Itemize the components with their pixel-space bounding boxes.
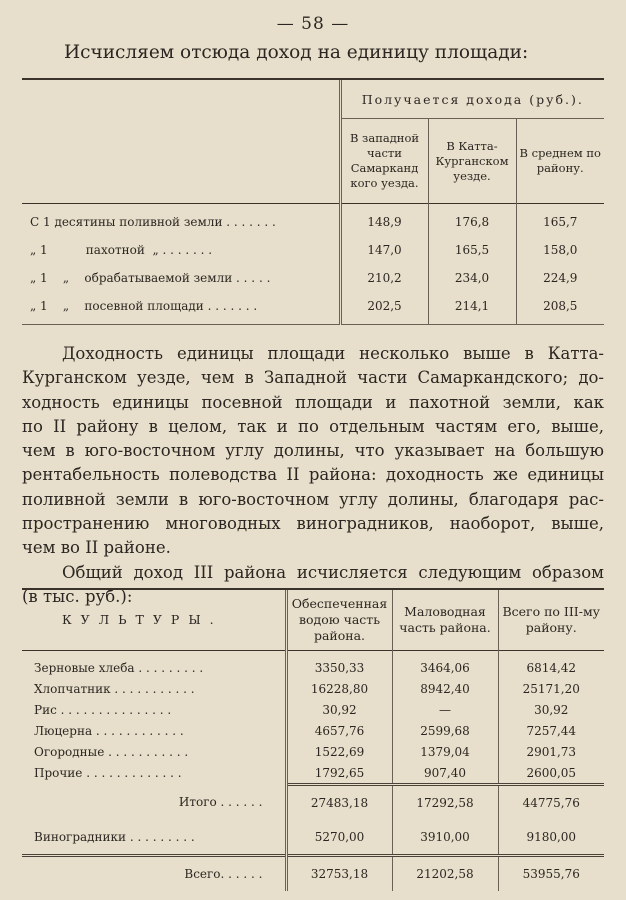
- t1-col-katta: В Катта-Курганском уезде.: [428, 119, 516, 204]
- cell-value: 165,5: [428, 236, 516, 264]
- text-line: Общий доход III района исчисляется следующим образом: [62, 562, 604, 582]
- cell-value: 210,2: [340, 264, 428, 292]
- cell-value: 25171,20: [498, 678, 604, 699]
- cell-value: 5270,00: [286, 820, 392, 856]
- cell-value: 165,7: [516, 208, 604, 236]
- table-row: [22, 208, 604, 236]
- cell-value: 208,5: [516, 292, 604, 325]
- cell-value: 202,5: [340, 292, 428, 325]
- body-text: [22, 342, 604, 609]
- cell-value: 1792,65: [286, 762, 392, 785]
- t2-col-lowwater: Маловодная часть района.: [392, 590, 498, 651]
- cell-value: —: [392, 699, 498, 720]
- t2-col-total: Всего по III-му району.: [498, 590, 604, 651]
- text-line: Курганском уезде, чем в Западной части Самаркандского; до-: [22, 368, 604, 388]
- row-label: Люцерна . . . . . . . . . . . .: [34, 723, 184, 738]
- table-row: [22, 741, 604, 762]
- text-line: по II району в целом, так и по отдельным частям его, выше,: [22, 416, 604, 436]
- cell-value: 32753,18: [286, 856, 392, 892]
- table-row: [22, 264, 604, 292]
- text-line: Доходность единицы площади несколько выше в Катта-: [62, 344, 604, 363]
- table-row: [22, 657, 604, 678]
- cell-value: 3910,00: [392, 820, 498, 856]
- income-per-unit-table: [22, 78, 604, 325]
- t2-col-watered: Обеспеченная водою часть района.: [286, 590, 392, 651]
- row-label: С 1 десятины поливной земли . . . . . . .: [30, 215, 276, 229]
- text-line: (в тыс. руб.):: [22, 586, 133, 606]
- cell-value: 3350,33: [286, 657, 392, 678]
- cell-value: 53955,76: [498, 856, 604, 892]
- cell-value: 1522,69: [286, 741, 392, 762]
- text-line: поливной земли в юго-восточном углу долины, благодаря рас-: [22, 489, 604, 509]
- cell-value: 30,92: [498, 699, 604, 720]
- cell-value: 2901,73: [498, 741, 604, 762]
- cell-value: 158,0: [516, 236, 604, 264]
- cell-value: 16228,80: [286, 678, 392, 699]
- cell-value: 44775,76: [498, 785, 604, 821]
- cell-value: 2600,05: [498, 762, 604, 785]
- page-number: — 58 —: [276, 14, 350, 34]
- row-label: Виноградники . . . . . . . . .: [34, 830, 195, 844]
- intro-sentence: Исчисляем отсюда доход на единицу площади:: [64, 42, 529, 63]
- table-row: [22, 292, 604, 325]
- itogo-row: [22, 785, 604, 821]
- row-label: Рис . . . . . . . . . . . . . . .: [34, 702, 172, 717]
- text-line: чем в юго-восточном углу долины, что указывает на большую: [22, 441, 604, 461]
- cell-value: 17292,58: [392, 785, 498, 821]
- text-line: чем во II районе.: [22, 538, 171, 558]
- cell-value: 148,9: [340, 208, 428, 236]
- t2-col-culture: КУЛЬТУРЫ.: [62, 612, 223, 627]
- table-row: [22, 236, 604, 264]
- cell-value: 30,92: [286, 699, 392, 720]
- cell-value: 1379,04: [392, 741, 498, 762]
- cell-value: 224,9: [516, 264, 604, 292]
- cell-value: 176,8: [428, 208, 516, 236]
- row-label: Всего. . . . . .: [22, 856, 286, 892]
- row-label: Прочие . . . . . . . . . . . . .: [34, 766, 182, 781]
- table-row: [22, 678, 604, 699]
- row-label: „ 1 „ обрабатываемой земли . . . . .: [30, 271, 271, 285]
- row-label: Огородные . . . . . . . . . . .: [34, 744, 189, 759]
- row-label: „ 1 пахотной „ . . . . . . .: [30, 243, 213, 257]
- text-line: рентабельность полеводства II района: доходность же единицы: [22, 465, 604, 485]
- row-label: Итого . . . . . .: [178, 795, 263, 810]
- cell-value: 6814,42: [498, 657, 604, 678]
- row-label: Зерновые хлеба . . . . . . . . .: [34, 660, 204, 675]
- cell-value: 907,40: [392, 762, 498, 785]
- cell-value: 27483,18: [286, 785, 392, 821]
- cell-value: 234,0: [428, 264, 516, 292]
- text-line: ходность единицы посевной площади и пахотной земли, как: [22, 392, 604, 412]
- t1-col-average: В среднем по району.: [516, 119, 604, 204]
- cell-value: 2599,68: [392, 720, 498, 741]
- t1-stub-header: [22, 80, 340, 204]
- cell-value: 3464,06: [392, 657, 498, 678]
- vsego-row: [22, 856, 604, 892]
- cell-value: 8942,40: [392, 678, 498, 699]
- cell-value: 21202,58: [392, 856, 498, 892]
- t1-col-west: В западной части Самарканд кого уезда.: [340, 119, 428, 204]
- cell-value: 214,1: [428, 292, 516, 325]
- vinogradniki-row: [22, 820, 604, 856]
- text-line: пространению многоводных виноградников, наоборот, выше,: [22, 514, 604, 534]
- table-row: [22, 762, 604, 785]
- table-row: [22, 720, 604, 741]
- table-row: [22, 699, 604, 720]
- cell-value: 9180,00: [498, 820, 604, 856]
- district-income-table: [22, 588, 604, 891]
- cell-value: 7257,44: [498, 720, 604, 741]
- row-label: Хлопчатник . . . . . . . . . . .: [34, 681, 195, 696]
- cell-value: 4657,76: [286, 720, 392, 741]
- t1-group-header: Получается дохода (руб.).: [340, 80, 604, 119]
- row-label: „ 1 „ посевной площади . . . . . . .: [22, 292, 340, 325]
- cell-value: 147,0: [340, 236, 428, 264]
